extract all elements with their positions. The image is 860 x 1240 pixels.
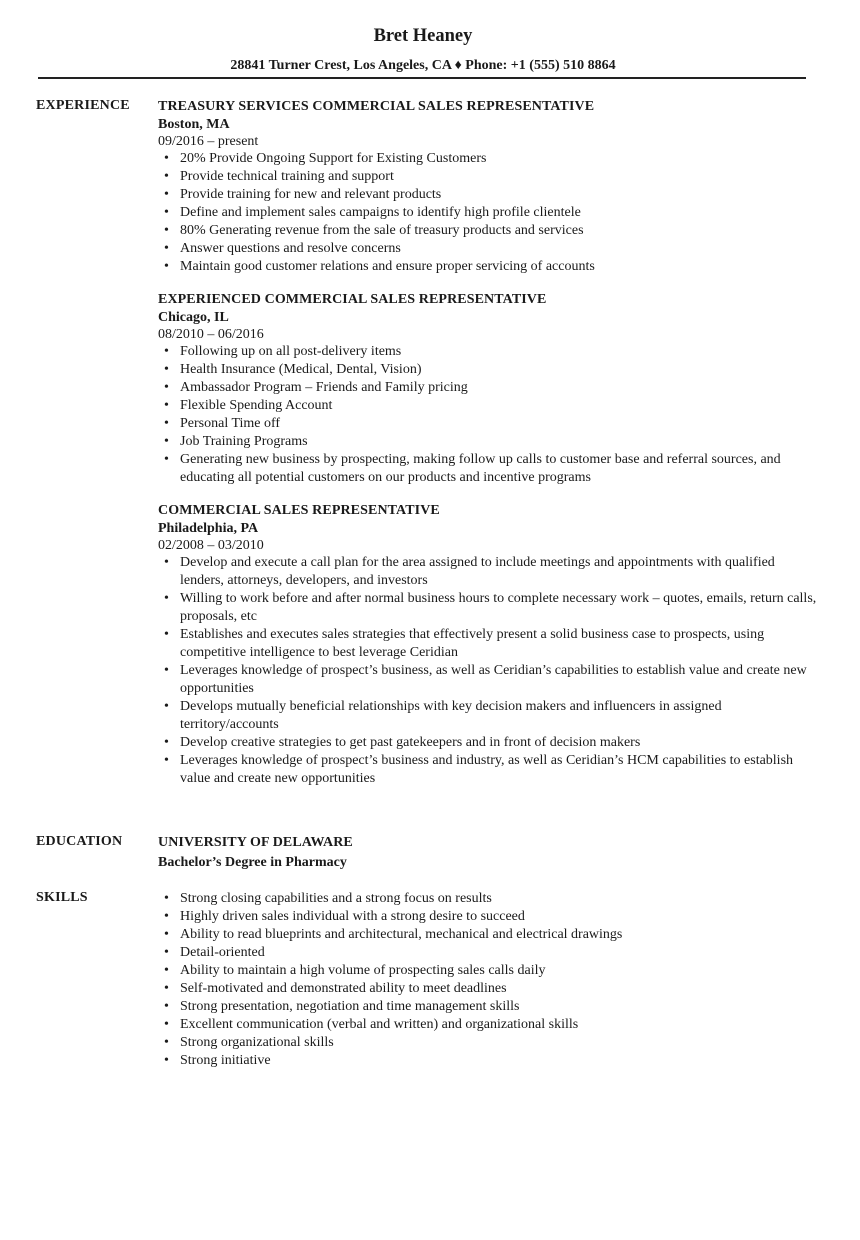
header-divider (38, 77, 806, 79)
skills-body (158, 890, 818, 1070)
list-item: • Define and implement sales campaigns to identify high profile clientele (158, 204, 818, 222)
list-item: • Highly driven sales individual with a strong desire to succeed (158, 908, 818, 926)
job-duties-list (158, 343, 818, 487)
education-heading: EDUCATION (36, 834, 123, 849)
job-duties-list (158, 150, 818, 276)
list-item: • Provide training for new and relevant products (158, 186, 818, 204)
list-item: • Ambassador Program – Friends and Family pricing (158, 379, 818, 397)
list-item: • Strong organizational skills (158, 1034, 818, 1052)
experience-heading: EXPERIENCE (36, 98, 130, 113)
job-title: TREASURY SERVICES COMMERCIAL SALES REPRESENTATIVE (158, 99, 595, 114)
list-item: • Leverages knowledge of prospect’s business and industry, as well as Ceridian’s HCM capabilities to establish value and create new opportunities (158, 752, 818, 788)
list-item: • Excellent communication (verbal and written) and organizational skills (158, 1016, 818, 1034)
skills-list (158, 890, 818, 1070)
list-item: • Strong initiative (158, 1052, 818, 1070)
contact-line: 28841 Turner Crest, Los Angeles, CA ♦ Phone: +1 (555) 510 8864 (230, 58, 616, 73)
job-location: Boston, MA (158, 117, 230, 132)
list-item: • Willing to work before and after normal business hours to complete necessary work – quotes, emails, return calls, proposals, etc (158, 590, 818, 626)
list-item: • Ability to read blueprints and architectural, mechanical and electrical drawings (158, 926, 818, 944)
list-item: • Develops mutually beneficial relationships with key decision makers and influencers in assigned territory/accounts (158, 698, 818, 734)
experience-body (158, 98, 818, 803)
list-item: • Answer questions and resolve concerns (158, 240, 818, 258)
list-item: • Strong presentation, negotiation and time management skills (158, 998, 818, 1016)
job-location: Philadelphia, PA (158, 521, 259, 536)
candidate-name: Bret Heaney (373, 26, 473, 46)
job-location: Chicago, IL (158, 310, 229, 325)
list-item: • Flexible Spending Account (158, 397, 818, 415)
list-item: • Maintain good customer relations and ensure proper servicing of accounts (158, 258, 818, 276)
job-dates: 02/2008 – 03/2010 (158, 538, 264, 553)
list-item: • Following up on all post-delivery items (158, 343, 818, 361)
job-title: EXPERIENCED COMMERCIAL SALES REPRESENTATIVE (158, 292, 547, 307)
list-item: • Provide technical training and support (158, 168, 818, 186)
list-item: • Strong closing capabilities and a strong focus on results (158, 890, 818, 908)
school-name: UNIVERSITY OF DELAWARE (158, 835, 353, 850)
list-item: • Personal Time off (158, 415, 818, 433)
list-item: • Health Insurance (Medical, Dental, Vision) (158, 361, 818, 379)
list-item: • Job Training Programs (158, 433, 818, 451)
list-item: • 20% Provide Ongoing Support for Existing Customers (158, 150, 818, 168)
education-body (158, 834, 818, 872)
list-item: • Self-motivated and demonstrated ability to meet deadlines (158, 980, 818, 998)
job-dates: 09/2016 – present (158, 134, 259, 149)
job-dates: 08/2010 – 06/2016 (158, 327, 264, 342)
list-item: • Develop and execute a call plan for the area assigned to include meetings and appointments with qualified lenders, attorneys, developers, and investors (158, 554, 818, 590)
job-title: COMMERCIAL SALES REPRESENTATIVE (158, 503, 440, 518)
skills-heading: SKILLS (36, 890, 88, 905)
list-item: • Ability to maintain a high volume of prospecting sales calls daily (158, 962, 818, 980)
job-duties-list (158, 554, 818, 788)
list-item: • 80% Generating revenue from the sale of treasury products and services (158, 222, 818, 240)
job-entry (158, 291, 818, 487)
list-item: • Detail-oriented (158, 944, 818, 962)
list-item: • Generating new business by prospecting, making follow up calls to customer base and referral sources, and educating all potential customers on our products and incentive programs (158, 451, 818, 487)
degree-name: Bachelor’s Degree in Pharmacy (158, 855, 347, 870)
list-item: • Establishes and executes sales strategies that effectively present a solid business case to prospects, using competitive intelligence to best leverage Ceridian (158, 626, 818, 662)
list-item: • Leverages knowledge of prospect’s business, as well as Ceridian’s capabilities to establish value and create new opportunities (158, 662, 818, 698)
job-entry (158, 502, 818, 788)
list-item: • Develop creative strategies to get past gatekeepers and in front of decision makers (158, 734, 818, 752)
job-entry (158, 98, 818, 276)
